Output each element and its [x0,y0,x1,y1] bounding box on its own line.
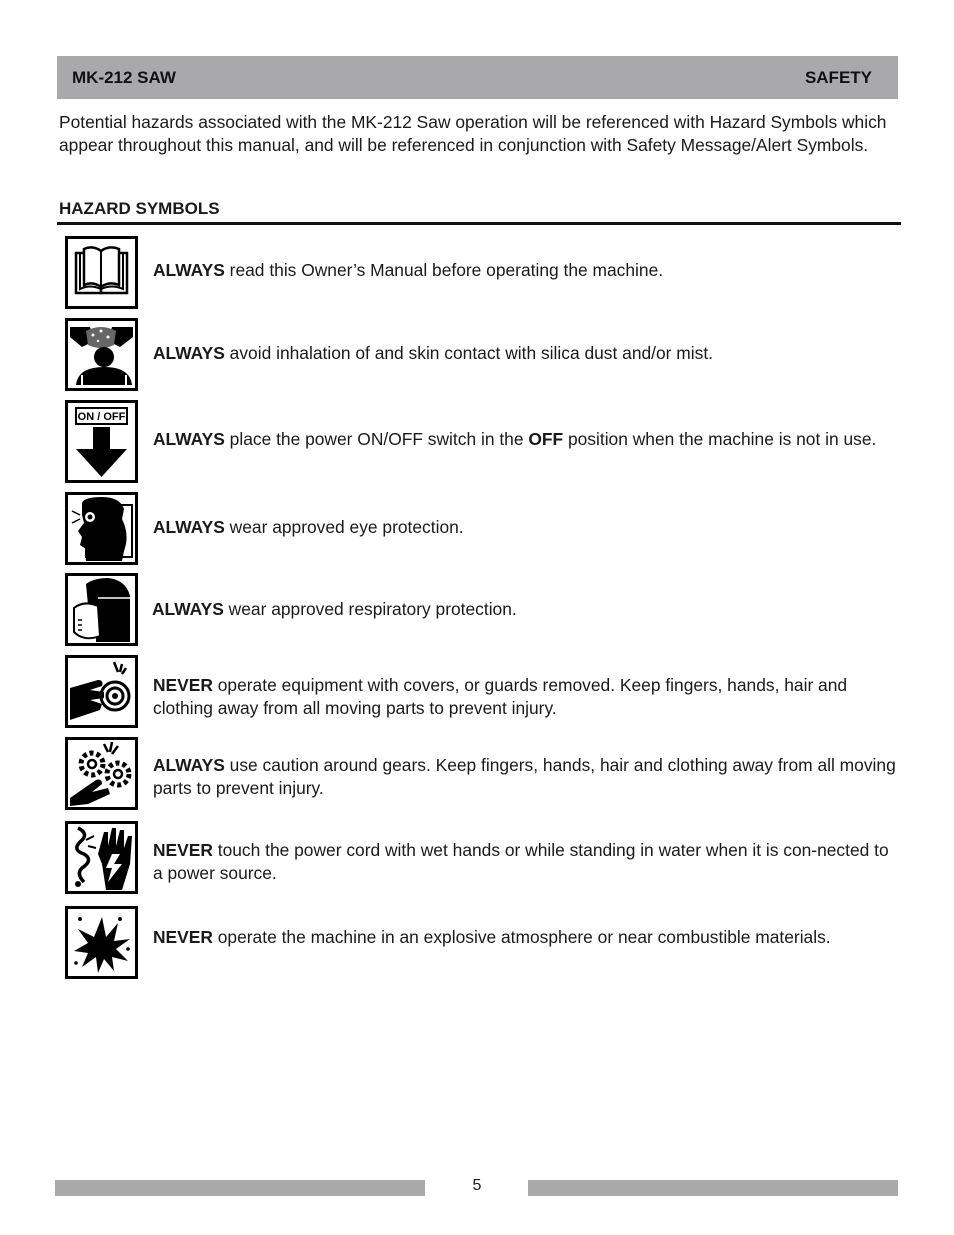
hazard-row [65,655,901,728]
hand-entanglement-icon [65,655,138,728]
hazard-description: wear approved eye protection. [224,517,464,537]
explosion-icon [65,906,138,979]
hazard-description: use caution around gears. Keep fingers, hands, hair and clothing away from all moving parts to prevent injury. [153,755,896,798]
hazard-emphasis: OFF [528,429,564,449]
hazard-lead: ALWAYS [153,755,225,775]
hazard-description: operate equipment with covers, or guards removed. Keep fingers, hands, hair and clothing away from all moving parts to prevent injury. [153,675,848,718]
hazard-symbols-heading: HAZARD SYMBOLS [59,199,220,218]
page-number: 5 [472,1177,482,1194]
hazard-row [65,236,901,309]
hazard-text [153,674,898,719]
hazard-row [65,821,901,894]
respirator-icon [65,573,138,646]
hazard-text [152,598,897,621]
electric-shock-icon [65,821,138,894]
read-manual-icon [65,236,138,309]
hazard-text [153,926,898,949]
manual-title: MK-212 SAW [72,67,176,87]
hazard-row [65,906,901,979]
hazard-row [65,400,901,483]
hazard-text [153,259,898,282]
hazard-description: read this Owner’s Manual before operating the machine. [224,260,664,280]
page-header [57,56,898,99]
hazard-description: avoid inhalation of and skin contact with silica dust and/or mist. [224,343,714,363]
intro-paragraph: Potential hazards associated with the MK-212 Saw operation will be referenced with Hazard Symbols which appear throughout this manual, and will be referenced in conjunction with Safety Message/Alert Symbols. [59,112,887,155]
hazard-lead: ALWAYS [153,429,225,449]
hazard-lead: ALWAYS [153,260,225,280]
hazard-text [153,428,898,451]
dust-mist-icon [65,318,138,391]
switch-label: ON / OFF [77,411,126,423]
hazard-description: wear approved respiratory protection. [223,599,517,619]
hazard-text [153,754,898,799]
hazard-lead: NEVER [153,840,213,860]
heading-divider [57,222,901,225]
hazard-row [65,737,901,810]
hazard-row [65,318,901,391]
hazard-lead: ALWAYS [152,599,224,619]
hazard-description: touch the power cord with wet hands or while standing in water when it is con-nected to a power source. [153,840,889,883]
footer-bar-left [55,1180,425,1196]
hazard-row [65,573,901,646]
hazard-lead: NEVER [153,675,213,695]
hazard-description: position when the machine is not in use. [563,429,877,449]
hazard-description: operate the machine in an explosive atmosphere or near combustible materials. [212,927,831,947]
gears-icon [65,737,138,810]
hazard-row [65,492,901,565]
hazard-text [153,342,898,365]
hazard-text [153,839,898,884]
hazard-lead: ALWAYS [153,517,225,537]
section-name: SAFETY [804,67,872,87]
hazard-description: place the power ON/OFF switch in the [224,429,529,449]
hazard-lead: ALWAYS [153,343,225,363]
eye-protection-icon [65,492,138,565]
hazard-lead: NEVER [153,927,213,947]
power-switch-icon [65,400,138,483]
footer-bar-right [528,1180,898,1196]
hazard-text [153,516,898,539]
